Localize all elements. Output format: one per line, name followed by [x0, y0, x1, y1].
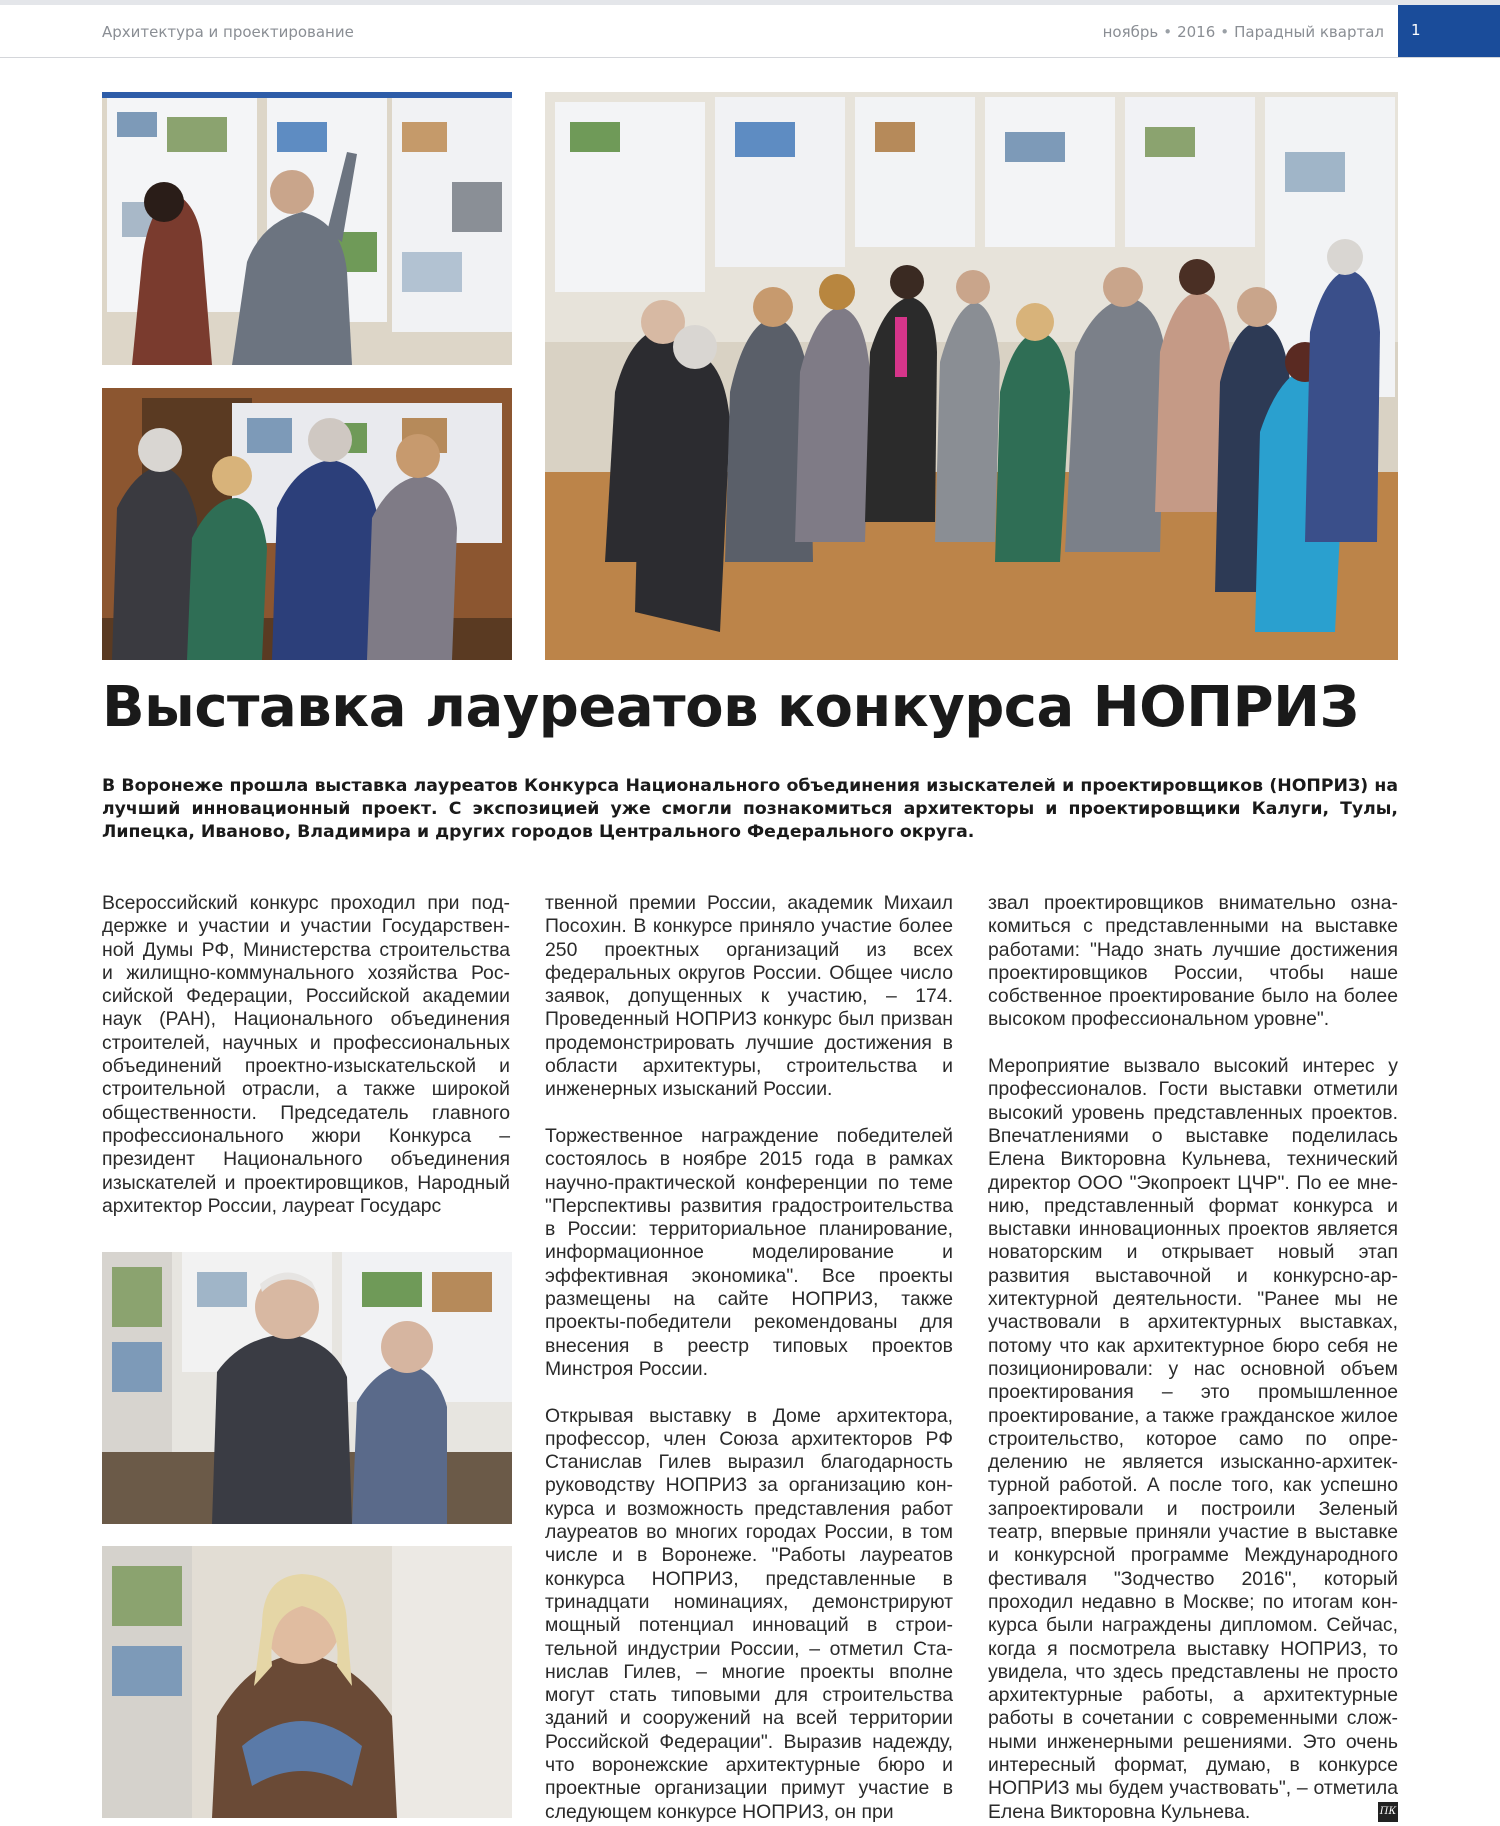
page-header	[0, 5, 1500, 58]
paragraph: твенной премии России, академик Михаил Посохин. В конкурсе приняло участие более 250 проектных организаций из всех федеральных округов России. Общее число заявок, допущенных к участию, – 174. Проведенный НОПРИЗ конкурс был призван продемонстрировать лучшие достижения в области архитектуры, строительства и инженерных изысканий России.	[545, 892, 953, 1101]
text-column-2	[545, 892, 953, 1824]
article-lead: В Воронеже прошла выставка лауреатов Конкурса Национального объединения изыскателей и проектировщиков (НОПРИЗ) на лучший инновационный проект. С экспозицией уже смогли познакомиться архитекторы и проектировщики Калуги, Тулы, Липецка, Иваново, Владимира и других городов Центрального Федерального округа.	[102, 776, 1398, 842]
photo-two-men	[102, 1252, 512, 1524]
photo-group-exhibition	[545, 92, 1398, 660]
text-column-1	[102, 892, 510, 1218]
paragraph: Всероссийский конкурс проходил при поддержке и участии и участии Государственной Думы РФ, Министерства строительства и жилищно-коммунального хозяйства Российской Федерации, Российской академии наук (РАН), Национального объединения строителей, научных и профессиональных объединений проектно-изыскательской и строительной отрасли, а также широкой общественности. Председатель главного профессионального жюри Конкурса – президент Национального объединения изыскателей и проектировщиков, Народный архитектор России, лауреат Государс	[102, 892, 510, 1217]
paragraph: звал проектировщиков внимательно ознакомиться с представленными на выставке работами: "Надо знать лучшие достижения проектировщиков России, чтобы наше собственное проектирование было на более высоком профессиональном уровне".	[988, 892, 1398, 1031]
paragraph: Мероприятие вызвало высокий интерес у профессионалов. Гости выставки отметили высокий уровень представленных проектов. Впечатлениями о выставке поделилась Елена Викторовна Кульнева, технический директор ООО "Экопроект ЦЧР". По ее мнению, представленный формат конкурса и выставки инновационных проектов является новаторским и открывает новый этап развития выставочной и конкурсно-архитектурной деятельности. "Ранее мы не участвовали в архитектурных выставках, потому что как архитектурное бюро себя не позиционировали: у нас основной объем проектирования – это промышленное проектирование, а также гражданское жилое строительство, которое само по определению не является изысканно-архитектурной работой. А после того, как успешно запроектировали и построили Зеленый театр, впервые приняли участие в выставке и конкурсной программе Международного фестиваля "Зодчество 2016", который проходил недавно в Москве; по итогам конкурса были награждены дипломом. Сейчас, когда я посмотрела выставку НОПРИЗ, то увидела, что здесь представлены не просто архитектурные работы, а архитектурные работы в сочетании с современными сложными инженерными решениями. Это очень интересный формат, думаю, в конкурсе НОПРИЗ мы будем участвовать", – отметила Елена Викторовна Кульнева.	[988, 1055, 1398, 1823]
page-number: 1	[1398, 5, 1500, 57]
end-of-article-logo: ПК	[1378, 1802, 1398, 1822]
section-label: Архитектура и проектирование	[102, 23, 354, 41]
article-title: Выставка лауреатов конкурса НОПРИЗ	[102, 675, 1359, 740]
publication-name: Парадный квартал	[1234, 23, 1384, 41]
photo-visitors-at-boards	[102, 92, 512, 365]
text-column-3	[988, 892, 1398, 1824]
issue-info: ноябрь • 2016 • Парадный квартал	[1102, 23, 1384, 41]
issue-month: ноябрь	[1102, 23, 1159, 41]
photo-woman-portrait	[102, 1546, 512, 1818]
photo-four-guests	[102, 388, 512, 660]
paragraph: Торжественное награждение победителей состоялось в ноябре 2015 года в рамках научно-практической конференции по теме "Перспективы развития градостроительства в России: территориальное планирование, информационное моделирование и эффективная экономика". Все проекты размещены на сайте НОПРИЗ, также проекты-победители рекомендованы для внесения в реестр типовых проектов Минстроя России.	[545, 1124, 953, 1380]
paragraph: Открывая выставку в Доме архитектора, профессор, член Союза архитекторов РФ Станислав Гилев выразил благодарность руководству НОПРИЗ за организацию конкурса и возможность представления работ лауреатов во многих городах России, в том числе и в Воронеже. "Работы лауреатов конкурса НОПРИЗ, представленные в тринадцати номинациях, демонстрируют мощный потенциал инноваций в строительной индустрии России, – отметил Станислав Гилев, – многие проекты вполне могут стать типовыми для строительства зданий и сооружений на всей территории Российской Федерации". Выразив надежду, что воронежские архитектурные бюро и проектные организации примут участие в следующем конкурсе НОПРИЗ, он при	[545, 1404, 953, 1823]
issue-year: 2016	[1177, 23, 1216, 41]
